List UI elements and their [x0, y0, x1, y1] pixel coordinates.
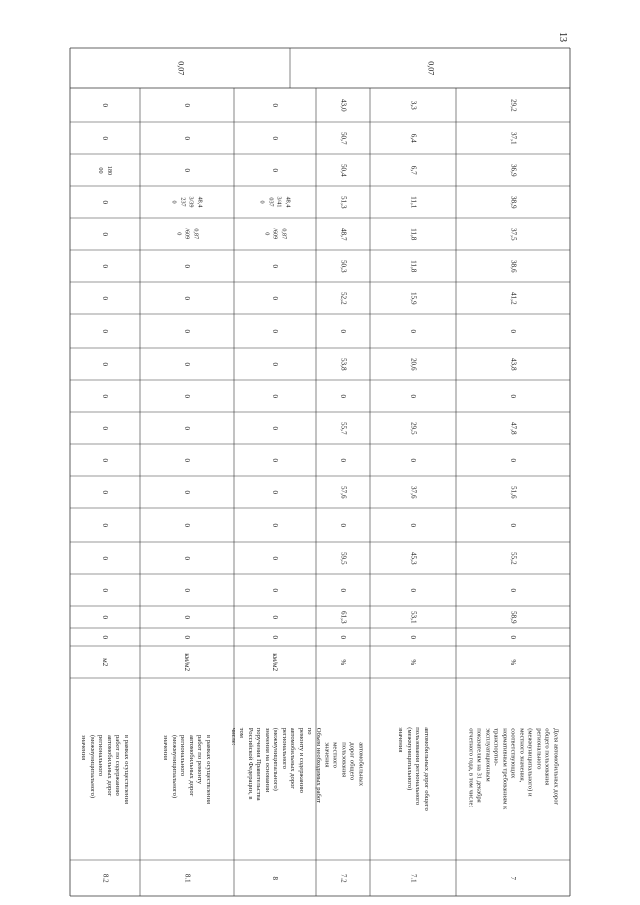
value-cell — [234, 122, 316, 154]
value-cell — [140, 606, 234, 628]
value-cell-text: 0 — [339, 523, 348, 527]
value-cell-text: 0 — [271, 168, 280, 172]
value-cell — [316, 444, 370, 476]
value-cell-text: 0 — [271, 394, 280, 398]
value-cell — [316, 574, 370, 606]
value-cell-text: 48,4 3/39 237 0 — [171, 196, 204, 208]
value-cell-text: 6,7 — [409, 165, 418, 175]
value-cell — [456, 628, 570, 646]
row-description-text: в рамках осуществления работ по ремонту автомобильных дорог регионального (межмуниципального) значения — [162, 734, 213, 804]
value-cell — [70, 88, 140, 122]
value-cell — [234, 218, 316, 250]
value-cell — [234, 88, 316, 122]
value-cell-text: 0 — [271, 362, 280, 366]
value-cell — [70, 508, 140, 542]
value-cell-text: 0 — [339, 458, 348, 462]
value-cell — [234, 508, 316, 542]
value-cell — [140, 282, 234, 314]
value-cell — [316, 314, 370, 348]
value-cell — [140, 508, 234, 542]
value-cell-text: 0 — [101, 329, 110, 333]
value-cell — [370, 282, 456, 314]
value-cell-text: 11,1 — [409, 195, 418, 209]
value-cell — [316, 380, 370, 412]
row-number-text: 7.1 — [409, 873, 418, 883]
value-cell-text: 0 — [101, 458, 110, 462]
value-cell — [370, 348, 456, 380]
value-cell-text: 29,2 — [509, 98, 518, 112]
row-description — [316, 678, 370, 860]
value-cell-text: 50,7 — [339, 131, 348, 145]
value-cell-text: 0 — [271, 615, 280, 619]
value-cell — [456, 282, 570, 314]
value-cell-text: 0 — [183, 458, 192, 462]
row-description-text: Объем необходимых работ по ремонту и содержанию автомобильных дорог регионального (межмуниципального) значения на основании поручения Правительства Российской Федерации, в том числе: — [229, 728, 322, 804]
value-cell — [370, 412, 456, 444]
value-cell — [140, 122, 234, 154]
value-cell-text: 0 — [101, 426, 110, 430]
value-cell — [316, 186, 370, 218]
value-cell-text: 0 — [509, 458, 518, 462]
value-cell — [456, 218, 570, 250]
value-cell — [70, 574, 140, 606]
value-cell-text: 0 — [101, 232, 110, 236]
value-cell — [370, 380, 456, 412]
value-cell — [234, 154, 316, 186]
value-cell — [370, 444, 456, 476]
value-cell-text: 51,3 — [339, 195, 348, 209]
row-unit-text: м2 — [101, 658, 110, 666]
value-cell-text: 20,6 — [409, 357, 418, 371]
value-cell — [70, 282, 140, 314]
value-cell-text: 48,7 — [339, 227, 348, 241]
value-cell-text: 0 — [183, 588, 192, 592]
value-cell-text: 29,5 — [409, 421, 418, 435]
value-cell — [140, 314, 234, 348]
value-cell-text: 37,6 — [409, 485, 418, 499]
value-cell — [316, 122, 370, 154]
value-cell-text: 0 — [409, 394, 418, 398]
value-cell — [456, 542, 570, 574]
value-cell — [456, 508, 570, 542]
row-number-text: 7.2 — [339, 873, 348, 883]
value-cell — [316, 154, 370, 186]
value-cell — [370, 542, 456, 574]
value-cell-text: 0 — [409, 635, 418, 639]
value-cell-text: 57,6 — [339, 485, 348, 499]
value-cell-text: 0 — [101, 588, 110, 592]
value-cell-text: 45,3 — [409, 551, 418, 565]
value-cell-text: 38,6 — [509, 259, 518, 273]
value-cell — [456, 412, 570, 444]
value-cell — [140, 154, 234, 186]
row-unit — [316, 646, 370, 678]
value-cell-text: 0 — [101, 103, 110, 107]
value-cell-text: 0 — [183, 168, 192, 172]
value-cell — [456, 476, 570, 508]
value-cell — [70, 218, 140, 250]
indicator-table — [70, 48, 570, 896]
value-cell-text: 6,4 — [409, 133, 418, 143]
row-unit — [456, 646, 570, 678]
value-cell — [456, 186, 570, 218]
value-cell-text: 0 — [271, 264, 280, 268]
value-cell-text: 41,2 — [509, 291, 518, 305]
value-cell — [234, 476, 316, 508]
value-cell-text: 58,9 — [509, 610, 518, 624]
value-cell-text: 55,7 — [339, 421, 348, 435]
value-cell — [140, 186, 234, 218]
value-cell-text: 0 — [271, 490, 280, 494]
value-cell-text: 0 — [271, 426, 280, 430]
row-number-text: 8.2 — [101, 873, 110, 883]
value-cell — [140, 88, 234, 122]
value-cell — [140, 444, 234, 476]
value-cell-text: 53,1 — [409, 610, 418, 624]
value-cell — [70, 628, 140, 646]
value-cell — [234, 444, 316, 476]
value-cell-text: 0 — [183, 635, 192, 639]
value-cell — [70, 380, 140, 412]
value-cell-text: 0 — [183, 523, 192, 527]
value-cell-text: 0 — [339, 329, 348, 333]
value-cell-text: 0 — [101, 490, 110, 494]
value-cell-text: 11,8 — [409, 227, 418, 241]
value-cell — [456, 380, 570, 412]
value-cell-text: 0 — [183, 556, 192, 560]
merged-total-7 — [290, 48, 570, 88]
row-description — [456, 678, 570, 860]
value-cell — [370, 314, 456, 348]
row-description-text: в рамках осуществления работ по содержанию автомобильных дорог регионального (межмуниципального) значения — [80, 734, 131, 804]
value-cell — [316, 88, 370, 122]
value-cell — [140, 412, 234, 444]
value-cell-text: 0 — [409, 523, 418, 527]
value-cell — [70, 412, 140, 444]
value-cell-text: 0 — [101, 296, 110, 300]
value-cell-text: 0 — [183, 329, 192, 333]
row-number-text: 8 — [271, 876, 280, 880]
row-description — [229, 678, 322, 860]
value-cell-text: 37,5 — [509, 227, 518, 241]
value-cell — [456, 314, 570, 348]
value-cell — [456, 250, 570, 282]
row-number — [140, 860, 234, 896]
value-cell — [140, 250, 234, 282]
value-cell — [370, 122, 456, 154]
value-cell-text: 0 — [183, 103, 192, 107]
row-unit-text: % — [339, 659, 348, 665]
value-cell — [140, 542, 234, 574]
value-cell-text: 0 — [271, 103, 280, 107]
value-cell — [456, 606, 570, 628]
value-cell — [70, 444, 140, 476]
value-cell — [316, 412, 370, 444]
value-cell-text: 0,87 /609 0 — [263, 228, 288, 240]
value-cell-text: 0 — [101, 362, 110, 366]
value-cell-text: 0 — [101, 615, 110, 619]
value-cell — [316, 628, 370, 646]
value-cell — [456, 574, 570, 606]
row-unit-text: % — [509, 659, 518, 665]
value-cell-text: 0 — [271, 523, 280, 527]
row-number — [370, 860, 456, 896]
value-cell-text: 43,0 — [339, 98, 348, 112]
value-cell-text: 61,3 — [339, 610, 348, 624]
value-cell-text: 0 — [509, 635, 518, 639]
value-cell-text: 47,8 — [509, 421, 518, 435]
value-cell-text: 53,8 — [339, 357, 348, 371]
row-unit-text: % — [409, 659, 418, 665]
row-description — [370, 678, 456, 860]
value-cell-text: 0,87 /609 0 — [175, 228, 200, 240]
value-cell — [370, 186, 456, 218]
value-cell — [140, 574, 234, 606]
value-cell-text: 0 — [183, 362, 192, 366]
value-cell-text: 0 — [101, 394, 110, 398]
value-cell — [70, 154, 140, 186]
value-cell-text: 50,4 — [339, 163, 348, 177]
row-unit — [70, 646, 140, 678]
value-cell-text: 0 — [101, 635, 110, 639]
value-cell-text: 0 — [509, 329, 518, 333]
row-unit — [140, 646, 234, 678]
value-cell — [70, 606, 140, 628]
value-cell — [370, 218, 456, 250]
value-cell-text: 0 — [101, 556, 110, 560]
value-cell — [234, 186, 316, 218]
row-number — [234, 860, 316, 896]
value-cell — [234, 628, 316, 646]
value-cell — [316, 508, 370, 542]
value-cell — [140, 380, 234, 412]
value-cell-text: 0 — [271, 556, 280, 560]
value-cell — [140, 476, 234, 508]
value-cell — [234, 380, 316, 412]
value-cell — [70, 348, 140, 380]
value-cell-text: 0 — [183, 490, 192, 494]
value-cell — [70, 542, 140, 574]
row-number — [316, 860, 370, 896]
value-cell — [316, 476, 370, 508]
value-cell-text: 0 — [409, 458, 418, 462]
row-description-text: автомобильных дорог общего пользования регионального (межмуниципального) значения — [397, 727, 430, 811]
value-cell — [370, 88, 456, 122]
value-cell-text: 0 — [409, 329, 418, 333]
value-cell — [370, 574, 456, 606]
value-cell — [370, 628, 456, 646]
value-cell — [140, 628, 234, 646]
value-cell — [70, 476, 140, 508]
value-cell-text: 0 — [183, 426, 192, 430]
value-cell-text: 0 — [339, 588, 348, 592]
row-number — [456, 860, 570, 896]
value-cell-text: 36,9 — [509, 163, 518, 177]
value-cell — [234, 412, 316, 444]
value-cell-text: 0 — [271, 635, 280, 639]
value-cell — [70, 314, 140, 348]
row-number — [70, 860, 140, 896]
value-cell — [370, 154, 456, 186]
value-cell-text: 55,2 — [509, 551, 518, 565]
value-cell-text: 51,6 — [509, 485, 518, 499]
value-cell — [316, 348, 370, 380]
value-cell — [234, 250, 316, 282]
row-unit-text: км/м2 — [183, 653, 192, 671]
value-cell — [456, 88, 570, 122]
row-unit — [370, 646, 456, 678]
value-cell-text: 0 — [271, 329, 280, 333]
value-cell — [456, 444, 570, 476]
row-description-text: автомобильных дорог общего пользования местного значения — [323, 742, 365, 786]
value-cell — [370, 606, 456, 628]
value-cell — [70, 250, 140, 282]
value-cell-text: 52,2 — [339, 291, 348, 305]
value-cell — [234, 542, 316, 574]
value-cell — [70, 186, 140, 218]
value-cell-text: 0 — [183, 296, 192, 300]
value-cell — [456, 154, 570, 186]
value-cell-text: 0 — [509, 523, 518, 527]
value-cell-text: 0 — [183, 264, 192, 268]
value-cell — [234, 282, 316, 314]
value-cell-text: 0 — [271, 588, 280, 592]
row-unit — [234, 646, 316, 678]
value-cell-text: 0 — [183, 394, 192, 398]
value-cell — [316, 606, 370, 628]
value-cell — [370, 476, 456, 508]
value-cell-text: 38,9 — [509, 195, 518, 209]
value-cell-text: 0 — [101, 136, 110, 140]
merged-total-8-text: 0,07 — [176, 61, 186, 75]
value-cell — [140, 218, 234, 250]
value-cell-text: 180 00 — [98, 165, 114, 175]
value-cell-text: 0 — [271, 458, 280, 462]
row-description-text: Доля автомобильных дорог общего пользования регионального (межмуниципального) и местного значения, соответствующих нормативным требованиям к транспортно- эксплуатационным показателям на 31 декабря отчетного года, в том числе: — [467, 728, 560, 810]
value-cell-text: 0 — [509, 394, 518, 398]
value-cell-text: 43,8 — [509, 357, 518, 371]
value-cell — [316, 218, 370, 250]
value-cell-text: 0 — [183, 615, 192, 619]
value-cell — [70, 122, 140, 154]
value-cell-text: 15,9 — [409, 291, 418, 305]
value-cell — [370, 508, 456, 542]
value-cell-text: 0 — [101, 200, 110, 204]
value-cell-text: 0 — [183, 136, 192, 140]
value-cell — [316, 542, 370, 574]
page-number: 13 — [557, 32, 568, 42]
value-cell-text: 0 — [409, 588, 418, 592]
value-cell-text: 37,1 — [509, 131, 518, 145]
row-description — [140, 678, 234, 860]
value-cell-text: 0 — [339, 635, 348, 639]
value-cell — [234, 348, 316, 380]
value-cell-text: 0 — [339, 394, 348, 398]
value-cell — [370, 250, 456, 282]
value-cell-text: 0 — [271, 136, 280, 140]
value-cell-text: 59,5 — [339, 551, 348, 565]
value-cell-text: 0 — [101, 264, 110, 268]
value-cell — [456, 122, 570, 154]
value-cell — [316, 250, 370, 282]
row-number-text: 8.1 — [183, 873, 192, 883]
merged-total-7-text: 0,07 — [426, 61, 436, 75]
value-cell — [234, 314, 316, 348]
value-cell — [234, 606, 316, 628]
value-cell — [316, 282, 370, 314]
row-number-text: 7 — [509, 876, 518, 880]
value-cell-text: 48,4 3/41 037 0 — [259, 196, 292, 208]
value-cell-text: 50,3 — [339, 259, 348, 273]
value-cell — [234, 574, 316, 606]
row-description — [70, 678, 140, 860]
value-cell — [456, 348, 570, 380]
value-cell-text: 3,3 — [409, 100, 418, 110]
merged-total-8 — [70, 48, 290, 88]
value-cell-text: 0 — [271, 296, 280, 300]
value-cell — [140, 348, 234, 380]
row-unit-text: км/м2 — [271, 653, 280, 671]
value-cell-text: 0 — [101, 523, 110, 527]
value-cell-text: 0 — [509, 588, 518, 592]
value-cell-text: 11,8 — [409, 259, 418, 273]
